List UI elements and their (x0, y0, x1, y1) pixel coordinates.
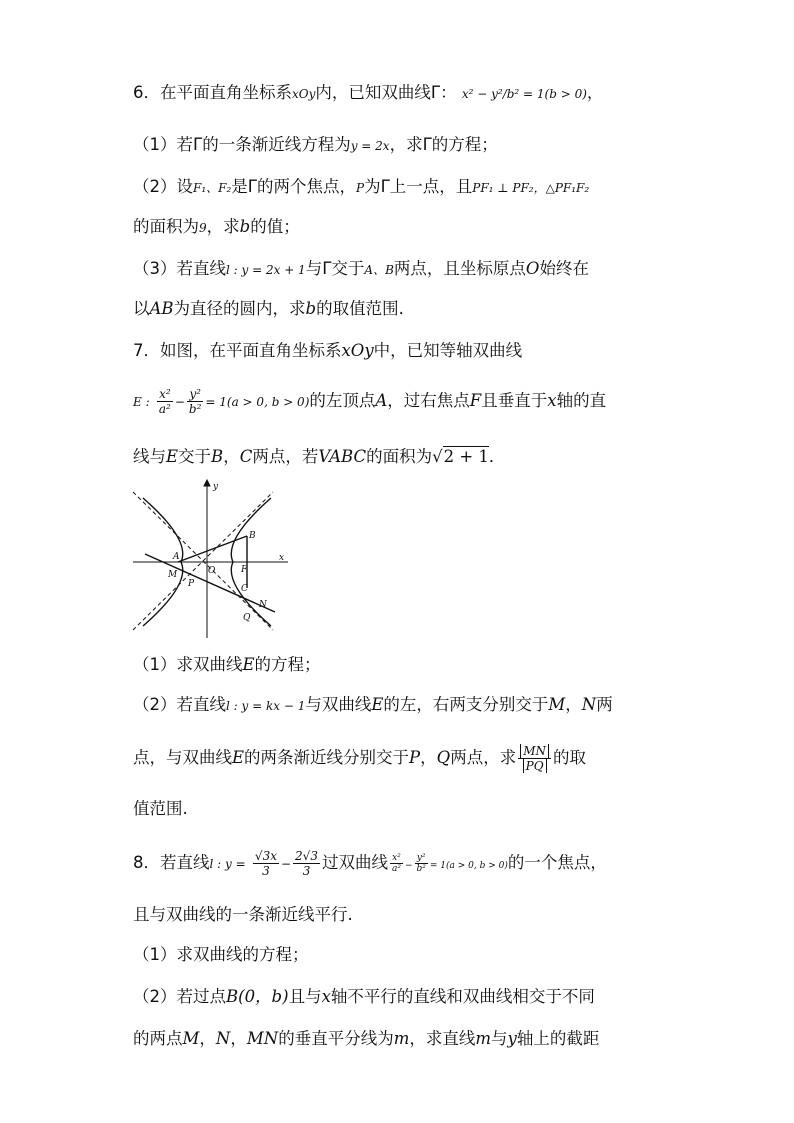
text: ，求 (206, 217, 240, 236)
fraction-x2-a2: $\frac{\text{x²}}{\text{a²}}$ (391, 853, 401, 874)
label-f: F (241, 565, 248, 575)
text: （3）若直线 (133, 259, 226, 278)
text: （2）设 (133, 177, 193, 196)
math: x (321, 987, 331, 1006)
math: Q (436, 748, 451, 767)
ratio-mn-pq: $\frac{MN}{PQ}$ (518, 744, 551, 773)
text: 两点，且坐标原点 (393, 259, 526, 278)
p8-line-2 (133, 904, 353, 926)
p7-question-3 (133, 738, 586, 778)
label-y: y (213, 482, 219, 492)
label-c: C (241, 584, 248, 594)
math: F₁、F₂ (193, 181, 232, 195)
text: ． (488, 447, 506, 466)
hyperbola-equation: x² − y²/b² = 1(b > 0) (461, 87, 587, 101)
asymptote-equation: y = 2x (350, 139, 390, 153)
p7-question-1 (133, 654, 321, 676)
text: 两点，若 (252, 447, 319, 466)
math: MN (246, 1029, 279, 1048)
p8-question-3 (133, 1028, 599, 1050)
fraction-y2-b2: $\frac{\text{y²}}{\text{b²}}$ (416, 853, 426, 874)
segment-ab (178, 536, 247, 562)
text: 交于 (178, 447, 212, 466)
text: 的方程； (254, 655, 321, 674)
text: 轴上的截距 (516, 1029, 600, 1048)
text: 内，已知双曲线Γ： (315, 83, 457, 102)
text: 的取 (552, 748, 586, 767)
label-x: x (279, 553, 285, 563)
text: 与 (491, 1029, 508, 1048)
text: 轴的直 (556, 391, 607, 410)
label-o: O (208, 566, 216, 576)
p7-line-1 (133, 340, 522, 362)
p7-question-2 (133, 694, 613, 717)
text: 始终在 (539, 259, 589, 278)
text: ， (230, 1029, 247, 1048)
p8-question-2 (133, 986, 595, 1008)
p8-line-1: 8．若直线l : y = $\frac{√3x}{3}$ − $\frac{2√3}{3}$ 过双曲线 $\frac{\text{x²}}{\text{a²}}$ − $\frac{\text{y²}}{\text{b²}}$ = 1(a > 0, b > 0)的一个焦点， (133, 849, 607, 878)
sqrt-value: √2 + 1 (432, 447, 489, 466)
math: M (548, 695, 566, 714)
text: 且垂直于 (481, 391, 548, 410)
text: 两点，求 (450, 748, 517, 767)
text: ，求直线 (409, 1029, 476, 1048)
hyperbola-figure (133, 480, 283, 638)
text: 的取值范围. (316, 299, 404, 318)
text: ， (223, 447, 240, 466)
math: E (371, 695, 384, 714)
label-n: N (259, 600, 267, 610)
label-a: A (173, 552, 180, 562)
math: − (280, 857, 292, 871)
line-l (145, 554, 275, 612)
text: 为直径的圆内，求 (173, 299, 306, 318)
math: = 1(a > 0, b > 0) (205, 395, 310, 409)
math: E (242, 655, 255, 674)
text: ，求Γ的方程； (389, 135, 498, 154)
p7-question-4 (133, 798, 188, 820)
p6-line-4 (133, 216, 300, 239)
text: 为Γ上一点，且 (364, 177, 473, 196)
text: （1）若Γ的一条渐近线方程为 (133, 135, 351, 154)
fraction-2sqrt3-3: $\frac{2√3}{3}$ (295, 849, 318, 878)
p8-question-1 (133, 944, 309, 966)
math: xOy (341, 341, 374, 360)
math: O (525, 259, 540, 278)
math: N (581, 695, 597, 714)
text: 的两点 (133, 1029, 183, 1048)
math: F (469, 391, 482, 410)
math: AB (149, 299, 174, 318)
text: 两 (596, 695, 613, 714)
p6-line-1 (133, 82, 603, 105)
p6-line-6 (133, 298, 404, 320)
math: C (239, 447, 253, 466)
text: 过双曲线 (321, 853, 388, 872)
text: 以 (133, 299, 150, 318)
label-b: B (249, 531, 256, 541)
text: （1）求双曲线 (133, 655, 243, 674)
text: 中，已知等轴双曲线 (373, 341, 523, 360)
math: A、B (364, 263, 394, 277)
math: y (507, 1029, 517, 1048)
fraction-sqrt3x-3: $\frac{√3x}{3}$ (254, 849, 277, 878)
text: （2）若过点 (133, 987, 226, 1006)
fraction-y2-b2: $\frac{\text{y²}}{\text{b²}}$ (188, 387, 202, 416)
math: l : y = (209, 857, 246, 871)
math: B (211, 447, 224, 466)
text: 线与 (133, 447, 166, 466)
p7-line-2: E : $\frac{\text{x²}}{\text{a²}}$ − $\frac{\text{y²}}{\text{b²}}$ = 1(a > 0, b > 0)的左顶点A，过右焦点F且垂直于x轴的直 (133, 387, 607, 416)
text: 8．若直线 (133, 853, 210, 872)
math: P (409, 748, 421, 767)
y-axis-arrow (204, 480, 210, 486)
text: 是Γ的两个焦点， (231, 177, 356, 196)
math: b (239, 217, 251, 236)
p7-line-3 (133, 446, 505, 468)
text: 的左，右两支分别交于 (383, 695, 549, 714)
text: 轴不平行的直线和双曲线相交于不同 (330, 987, 595, 1006)
math: 9 (199, 221, 207, 235)
text: 点，与双曲线 (133, 748, 232, 767)
text: 与双曲线 (305, 695, 372, 714)
p6-line-3 (133, 176, 589, 199)
label-m: M (168, 570, 178, 580)
math: m (393, 1029, 410, 1048)
text: 6．在平面直角坐标系 (133, 83, 292, 102)
text: 且与 (288, 987, 322, 1006)
label-q: Q (243, 613, 251, 623)
p6-line-2 (133, 134, 498, 157)
math: b (305, 299, 317, 318)
text: 且与双曲线的一条渐近线平行. (133, 905, 353, 924)
math: E (232, 748, 245, 767)
text: 值范围. (133, 799, 188, 818)
text: 7．如图，在平面直角坐标系 (133, 341, 342, 360)
math: B(0，b) (226, 987, 289, 1006)
text: 的一个焦点， (507, 853, 607, 872)
math: M (182, 1029, 200, 1048)
text: （1）求双曲线的方程； (133, 945, 309, 964)
math: xOy (292, 87, 316, 101)
text: 的垂直平分线为 (278, 1029, 394, 1048)
text: 的两条渐近线分别交于 (244, 748, 410, 767)
asymptotes (133, 492, 273, 630)
math: PF₁ ⊥ PF₂，△PF₁F₂ (472, 181, 590, 195)
text: 的面积为 (366, 447, 433, 466)
math: = 1(a > 0, b > 0) (429, 861, 508, 871)
text: ， (586, 83, 604, 102)
text: （2）若直线 (133, 695, 226, 714)
line-equation: l : y = kx − 1 (226, 699, 306, 713)
math: A (375, 391, 388, 410)
text: 的面积为 (133, 217, 199, 236)
text: ， (420, 748, 437, 767)
text: 与Γ交于 (305, 259, 365, 278)
p6-line-5 (133, 258, 589, 281)
text: 的左顶点 (309, 391, 376, 410)
math: N (215, 1029, 231, 1048)
math: m (475, 1029, 491, 1048)
line-equation: l : y = 2x + 1 (226, 263, 306, 277)
math: VABC (318, 447, 367, 466)
math: P (355, 181, 365, 195)
label-p: P (188, 579, 195, 589)
math: E : (133, 395, 150, 409)
text: 的值； (250, 217, 300, 236)
math: E (166, 447, 179, 466)
text: ，过右焦点 (387, 391, 470, 410)
math: x (547, 391, 557, 410)
fraction-x2-a2: $\frac{\text{x²}}{\text{a²}}$ (158, 387, 171, 416)
text: ， (199, 1029, 216, 1048)
text: ， (565, 695, 582, 714)
